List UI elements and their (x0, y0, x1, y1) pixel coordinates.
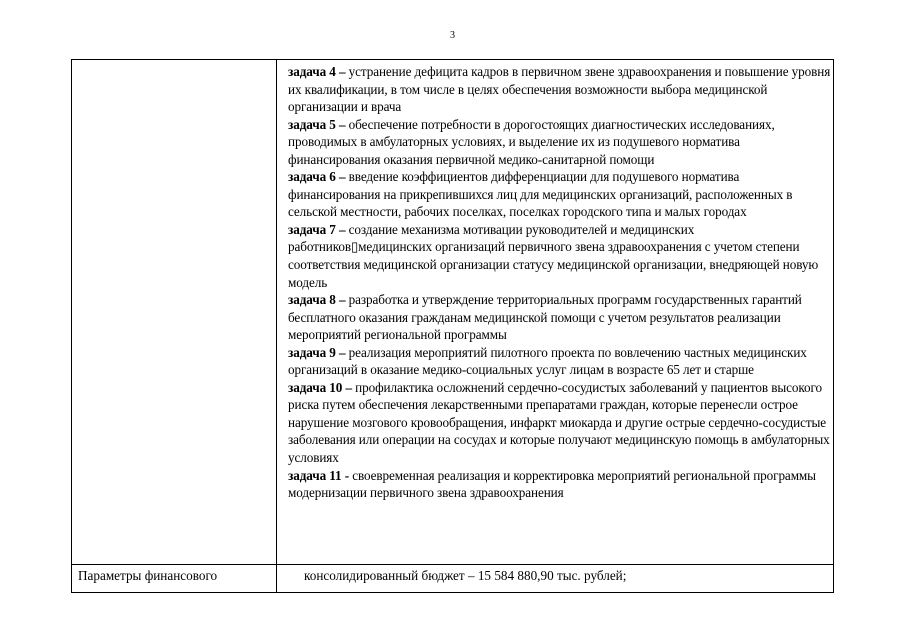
financing-parameters-label: Параметры финансового (78, 568, 218, 583)
task-text: профилактика осложнений сердечно-сосудистых заболеваний у пациентов высокого риска путем обеспечения лекарственными препаратами граждан, которые перенесли острое нарушение мозгового кровообращения, инфаркт миокарда и другие острые сердечно-сосудистые заболевания или операции на сосудах и которые получают медицинскую помощь в амбулаторных условиях (288, 379, 830, 466)
task-text: своевременная реализация и корректировка мероприятий региональной программы модернизации первичного звена здравоохранения (288, 467, 816, 501)
task-item (288, 344, 833, 379)
row-divider (72, 564, 833, 565)
task-text: обеспечение потребности в дорогостоящих диагностических исследованиях, проводимых в амбулаторных условиях, и выделение их из подушевого норматива финансирования оказания первичной медико-санитарной помощи (288, 116, 775, 167)
task-item (288, 467, 833, 502)
task-item (288, 116, 833, 169)
task-label: задача 10 – (288, 379, 352, 395)
program-table (71, 59, 834, 593)
tasks-cell (288, 63, 833, 502)
financing-parameters-value: консолидированный бюджет – 15 584 880,90 тыс. рублей; (304, 568, 627, 583)
task-label: задача 5 – (288, 116, 346, 132)
task-text: устранение дефицита кадров в первичном звене здравоохранения и повышение уровня их квалификации, в том числе в целях обеспечения возможности выбора медицинской организации и врача (288, 64, 831, 115)
task-label: задача 7 – (288, 221, 346, 237)
task-text: разработка и утверждение территориальных программ государственных гарантий бесплатного оказания гражданам медицинской помощи с учетом результатов реализации мероприятий региональной программы (288, 292, 802, 343)
task-label: задача 4 – (288, 64, 346, 79)
task-item (288, 63, 833, 116)
task-label: задача 6 – (288, 169, 346, 185)
task-item (288, 221, 833, 291)
task-text: реализация мероприятий пилотного проекта по вовлечению частных медицинских организаций в оказание медико-социальных услуг лицам в возрасте 65 лет и старше (288, 344, 807, 378)
task-item (288, 379, 833, 467)
task-label: задача 8 – (288, 292, 346, 308)
task-label: задача 11 - (288, 467, 350, 483)
page-number: 3 (450, 30, 455, 41)
column-divider (276, 60, 277, 592)
task-label: задача 9 – (288, 344, 346, 360)
task-item (288, 168, 833, 221)
task-item (288, 291, 833, 344)
task-text: введение коэффициентов дифференциации для подушевого норматива финансирования на прикрепившихся лиц для медицинских организаций, расположенных в сельской местности, рабочих поселках, поселках городского типа и малых городах (288, 169, 793, 220)
task-text: создание механизма мотивации руководителей и медицинских работников▯медицинских организаций первичного звена здравоохранения с учетом степени соответствия медицинской организации статусу медицинской организации, внедряющей новую модель (288, 221, 819, 290)
